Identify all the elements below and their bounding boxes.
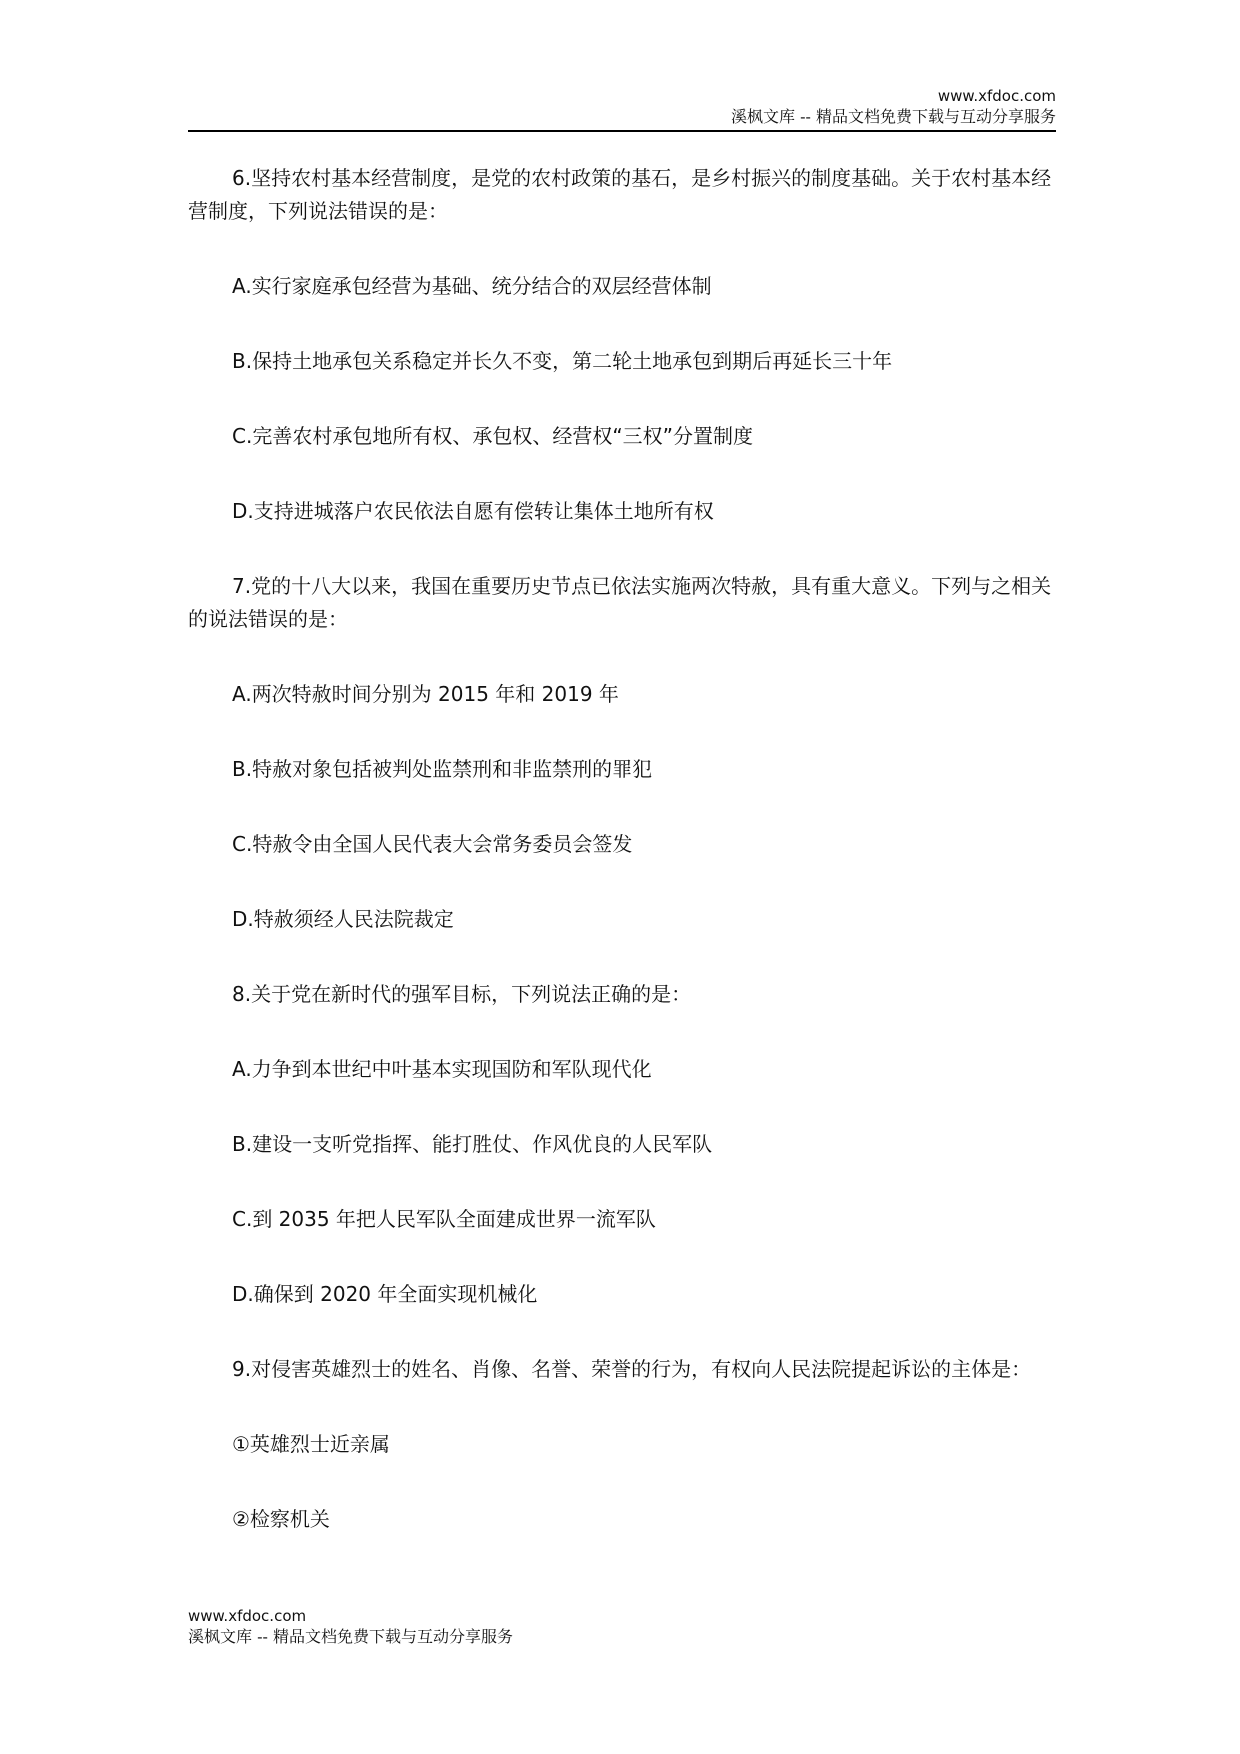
option-d: D.特赦须经人民法院裁定 [232,907,454,931]
option-b: B.特赦对象包括被判处监禁刑和非监禁刑的罪犯 [232,757,653,781]
question-6 [188,162,1056,528]
option-c: C.到 2035 年把人民军队全面建成世界一流军队 [232,1207,656,1231]
option-1: ①英雄烈士近亲属 [232,1432,390,1456]
option-a: A.实行家庭承包经营为基础、统分结合的双层经营体制 [232,274,712,298]
header-url: www.xfdoc.com [937,87,1056,105]
option-d: D.确保到 2020 年全面实现机械化 [232,1282,538,1306]
question-8 [188,978,1056,1311]
question-stem: 9.对侵害英雄烈士的姓名、肖像、名誉、荣誉的行为，有权向人民法院提起诉讼的主体是： [232,1357,1032,1381]
option-a: A.两次特赦时间分别为 2015 年和 2019 年 [232,682,619,706]
header-slogan: 溪枫文库 -- 精品文档免费下载与互动分享服务 [731,107,1056,126]
question-stem: 8.关于党在新时代的强军目标，下列说法正确的是： [232,982,692,1006]
page-header [188,86,1056,132]
question-7 [188,570,1056,936]
footer-slogan: 溪枫文库 -- 精品文档免费下载与互动分享服务 [188,1627,513,1646]
option-a: A.力争到本世纪中叶基本实现国防和军队现代化 [232,1057,652,1081]
question-9 [188,1353,1056,1536]
option-c: C.特赦令由全国人民代表大会常务委员会签发 [232,832,633,856]
option-2: ②检察机关 [232,1507,330,1531]
question-stem: 6.坚持农村基本经营制度，是党的农村政策的基石，是乡村振兴的制度基础。关于农村基本经营制度，下列说法错误的是： [188,166,1052,223]
option-b: B.建设一支听党指挥、能打胜仗、作风优良的人民军队 [232,1132,713,1156]
footer-url: www.xfdoc.com [188,1607,307,1625]
option-b: B.保持土地承包关系稳定并长久不变，第二轮土地承包到期后再延长三十年 [232,349,893,373]
option-d: D.支持进城落户农民依法自愿有偿转让集体土地所有权 [232,499,714,523]
page-footer [188,1606,688,1648]
question-stem: 7.党的十八大以来，我国在重要历史节点已依法实施两次特赦，具有重大意义。下列与之相关的说法错误的是： [188,574,1052,631]
document-body [188,162,1056,1578]
option-c: C.完善农村承包地所有权、承包权、经营权“三权”分置制度 [232,424,754,448]
